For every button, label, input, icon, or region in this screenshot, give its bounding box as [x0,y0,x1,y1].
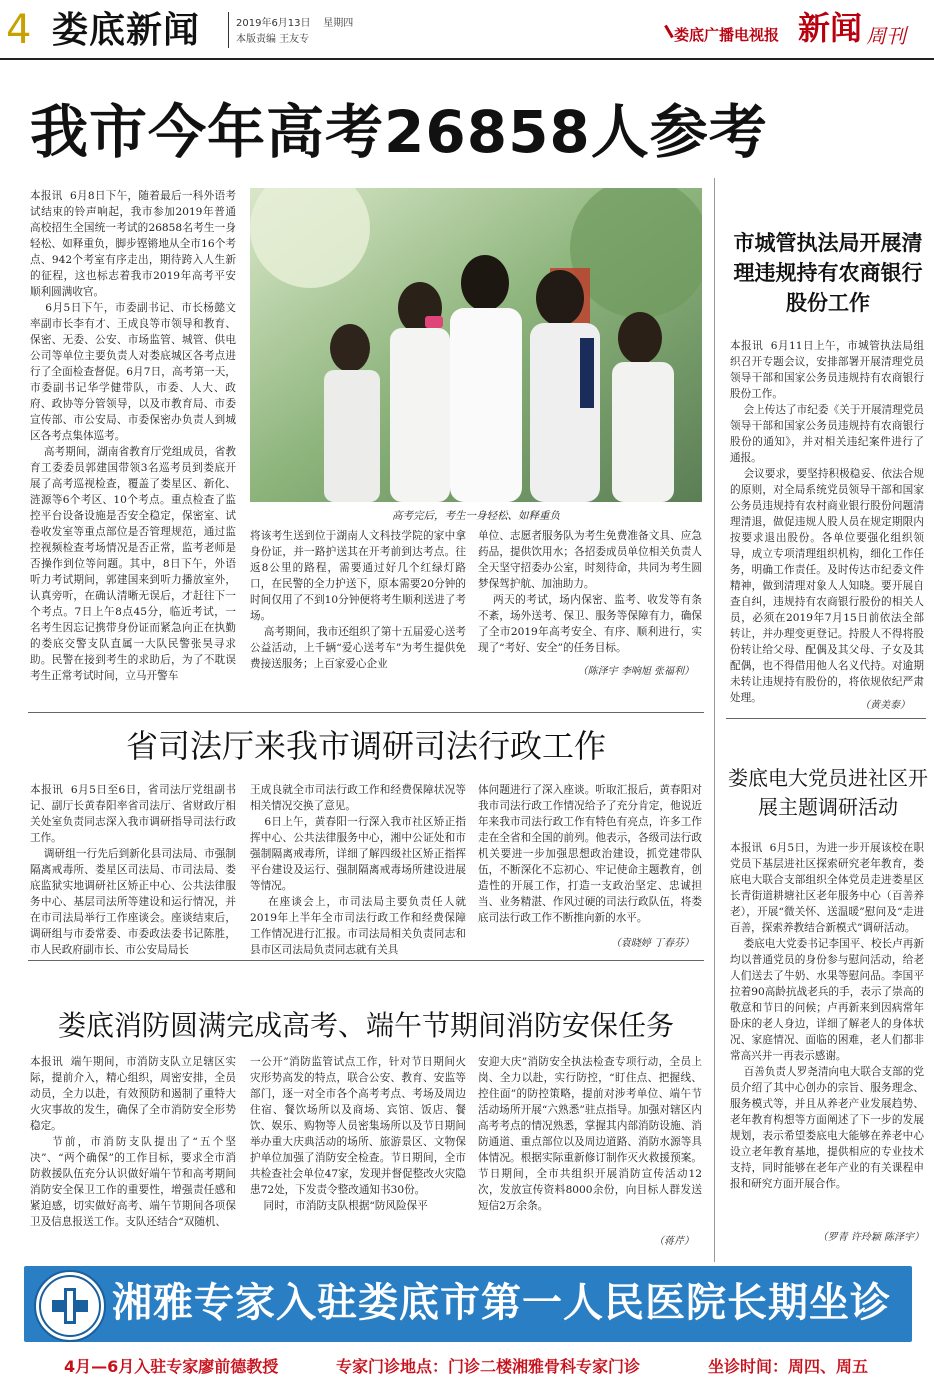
brand-news: 新闻 [798,9,863,47]
exam-photo [250,188,702,502]
publisher-name: 娄底广播电视报 [674,26,780,44]
photo-caption: 高考完后，考生一身轻松、如释重负 [392,510,560,522]
column-divider-1 [714,178,715,1278]
side2-body: 本报讯 6月5日，为进一步开展该校在职党员下基层进社区探索研究老年教育，娄底电大联合支部组织全体党员走进娄星区长青街道耕塘社区老年服务中心（百善养老），开展“微关怀、送温暖”慰问及“走进百善，探索养教结合新模式”调研活动。 娄底电大党委书记李国平、校长卢再新均以普通党员的身份参与慰问活动，给老人们送去了牛奶、水果等慰问品。李国平拉着90高龄抗战老兵的手，表示了崇高的敬意和节日的问候；卢再新来到因病常年卧床的老人身边，详细了解老人的身体状况、家庭情况、面临的困难，老人们都非常高兴并一再表示感谢。 百善负责人罗尧清向电大联合支部的党员介绍了其中心创办的宗旨、服务理念、服务模式等，并且从养老产业发展趋势、老年教育构想等方面阐述了下一步的发展规划，表示希望娄底电大能够在养老中心设立老年教育基地，提供相应的专业技术支持，同时能够在老年产业的有关课程申报和研究方面开展合作。 [730,842,924,1190]
separator-1 [28,712,704,713]
judicial-col3: 体问题进行了深入座谈。听取汇报后，黄春阳对我市司法行政工作情况给予了充分肯定，他说近年来我市司法行政工作有特色有亮点，许多工作走在全省和全国的前列。他表示，各级司法行政机关要进一步加强思想政治建设，抓党建带队伍，不断深化不忘初心、牢记使命主题教育，创造性的开展工作，打造一支政治坚定、忠诚担当、业务精湛、作风过硬的司法行政队伍，将娄底司法行政工作不断推向新的水平。 [478,784,702,924]
page-number: 4 [6,7,32,53]
main-article-col1: 本报讯 6月8日下午，随着最后一科外语考试结束的铃声响起，我市参加2019年普通高校招生全国统一考试的26858名考生一身轻松、如释重负，脚步铿锵地从全市16个考点、942个考室有序走出，期待跨入人生新的征程，这也标志着我市2019年高考平安顺利圆满收官。 6月5日下午，市委副书记、市长杨懿文率副市长李有才、王成良等市领导和教育、保密、无委、公安、市场监管、城管、供电公司等单位主要负责人对娄底城区各考点进行了全面检查督促。6月7日，高考第一天，市委副书记华学健带队，市委、人大、政府、政协等分管领导，以及市教育局、市委宣传部、市公安局、市委保密办负责人到城区各考点集体巡考。 高考期间，湖南省教育厅党组成员，省教育工委委员郭建国带领3名巡考员到娄底开展了高考巡视检查，覆盖了娄星区、新化、涟源等6个考区、10个考点。重点检查了监控平台设备设施是否安全稳定，保密室、试卷收发室等重点部位是否管理规范，通过监控视频检查考场情况是否正常，监考老师是否操作到位等问题。其中，8日下午，外语听力考试期间，郭建国来到听力播放室外，认真旁听，在确认清晰无误后，才赶往下一个考点。7日上午8点45分，临近考试，一名考生因忘记携带身份证而紧急向正在执勤的娄底交警支队直属一大队民警张昊寻求助。民警在接到考生的求助后，为了不耽误考生正常考试时间，立马开警车 [30,190,236,682]
hospital-ad [24,1259,912,1386]
students-photo-icon [250,188,702,502]
masthead [0,0,934,58]
fire-col2: 一公开”消防监管试点工作，针对节日期间火灾形势高发的特点，联合公安、教育、安监等部门，逐一对全市各个高考考点、考场及周边住宿、餐饮场所以及商场、宾馆、饭店、餐饮、娱乐、购物等人员密集场所以及节日期间举办重大庆典活动的场所、旅游景区、文物保护单位加强了消防安全检查。节日期间，全市共检查社会单位47家，发现并督促整改火灾隐患72处，下发责令整改通知书30份。 同时，市消防支队根据“防风险保平 [250,1056,466,1212]
judicial-col2: 王成良就全市司法行政工作和经费保障状况等相关情况交换了意见。 6日上午，黄春阳一行深入我市社区矫正指挥中心、公共法律服务中心，湘中公证处和市强制隔离戒毒所，详细了解四级社区矫正指挥平台建设及运行、强制隔离戒毒场所建设进展等情况。 在座谈会上，市司法局主要负责任人就2019年上半年全市司法行政工作和经费保障工作情况进行汇报。市司法局相关负责同志和县市区司法局负责同志就有关具 [250,784,466,956]
masthead-rule [0,58,934,60]
side1-body: 本报讯 6月11日上午，市城管执法局组织召开专题会议，安排部署开展清理党员领导干部和国家公务员违规持有农商银行股份工作。 会上传达了市纪委《关于开展清理党员领导干部和国家公务员违规持有农商银行股份的通知》，并对相关违纪案件进行了通报。 会议要求，要坚持积极稳妥、依法合规的原则，对全局系统党员领导干部和国家公务员违规持有农村商业银行股份问题清理清退，做促违规人股人员在规定期限内按要求退出股份。各单位要强化组织领导，成立专项清理组织机构，细化工作任务，明确工作责任。及时传达市纪委文件精神，做到清理对象人人知晓。要开展自查自纠，违规持有农商银行股份的相关人员，必须在2019年7月15日前依法全部转让，并办理变更登记。持股人不得将股份转让给父母、配偶及其父母、子女及其配偶，也不得借用他人名义代持。对逾期未转让违规持有股份的，将依规依纪严肃处理。 [730,340,924,704]
main-article-col2: 将该考生送到位于湖南人文科技学院的家中拿身份证，并一路护送其在开考前到达考点。往返8公里的路程，需要通过好几个红绿灯路口，在民警的全力护送下，原本需要20分钟的时间仅用了不到10分钟便将考生顺利送进了考场。 高考期间，我市还组织了第十五届爱心送考公益活动，上千辆“爱心送考车”为考生提供免费接送服务；上百家爱心企业 [250,530,466,670]
ad-clinic-location: 专家门诊地点：门诊二楼湘雅骨科专家门诊 [336,1357,641,1376]
masthead-divider [228,12,229,48]
main-article-col3: 单位、志愿者服务队为考生免费准备文具、应急药品，提供饮用水；各招委成员单位相关负责人全天坚守招委办公室，时刻待命，共同为考生圆梦保驾护航、加油助力。 两天的考试，场内保密、监考、收发等有条不紊，场外送考、保卫、服务等保障有力，确保了全市2019年高考安全、有序、顺利进行，实现了“考好、安全”的任务目标。 [478,530,702,654]
separator-2 [28,960,704,961]
ad-expert-info: 4月—6月入驻专家廖前德教授 [64,1357,279,1376]
judicial-col1: 本报讯 6月5日至6日，省司法厅党组副书记、副厅长黄春阳率省司法厅、省财政厅相关处室负责同志深入我市调研指导司法行政工作。 调研组一行先后到新化县司法局、市强制隔离戒毒所、娄星区司法局、市司法局、娄底监狱实地调研社区矫正中心、公共法律服务中心、基层司法所等建设和运行情况，并在市司法局举行工作座谈会。座谈结束后，调研组与市委常委、市委政法委书记陈胜，市人民政府副市长、市公安局局长 [30,784,236,956]
fire-col1: 本报讯 端午期间，市消防支队立足辖区实际，提前介入，精心组织，周密安排，全员动员，全力以赴，有效预防和遏制了重特大火灾事故的发生，确保了全市消防安全形势稳定。 节前，市消防支队提出了“五个坚决”、“两个确保”的工作目标，要求全市消防救援队伍充分认识做好端午节和高考期间消防安全保卫工作的重要性，增强责任感和紧迫感，切实做好高考、端午节期间各项保卫及信息报送工作。支队还结合“双随机、 [30,1056,236,1228]
judicial-headline: 省司法厅来我市调研司法行政工作 [125,727,606,765]
separator-side-1 [726,718,926,719]
fire-col3: 安迎大庆”消防安全执法检查专项行动，全员上岗、全力以赴，实行防控，“盯住点、把握线、控住面”的防控策略，提前对涉考单位、端午节活动场所开展“六熟悉”驻点指导。加强对辖区内高考考点的情况熟悉，掌握其内部消防设施、消防通道、重点部位以及周边道路、消防水源等具体情况。根据实际重新修订制作灭火救援预案。节日期间，全市共组织开展消防宣传活动12次，发放宣传资料8000余份，向目标人群发送短信2万余条。 [478,1056,702,1212]
issue-date: 2019年6月13日 星期四 [236,18,354,29]
ad-clinic-hours: 坐诊时间：周四、周五 [708,1357,869,1376]
side1-byline: （黄美泰） [860,700,910,711]
hospital-logo-text: 娄底市第一人民医院 [38,1259,102,1267]
page-editor: 本版责编 王友专 [236,34,310,45]
paper-name: 娄底新闻 [52,10,201,51]
main-headline: 我市今年高考26858人参考 [30,98,768,166]
publisher-slash-icon [664,25,674,39]
brand-weekly: 周刊 [866,24,906,48]
ad-banner [24,1259,912,1342]
hospital-logo [34,1259,106,1342]
judicial-byline: （袁晓婷 丁春芬） [610,938,694,949]
hospital-cross-icon [36,1272,104,1340]
fire-headline: 娄底消防圆满完成高考、端午节期间消防安保任务 [57,1009,674,1042]
ad-title: 湘雅专家入驻娄底市第一人民医院长期坐诊 [112,1280,891,1326]
side1-headline: 市城管执法局开展清理违规持有农商银行股份工作 [733,231,923,315]
side2-headline: 娄底电大党员进社区开展主题调研活动 [728,766,928,819]
fire-byline: （蒋芹） [654,1236,694,1247]
main-article-byline: （陈泽宇 李响旭 张福利） [577,666,694,677]
side2-byline: （罗青 许玲颖 陈泽宇） [817,1232,924,1243]
